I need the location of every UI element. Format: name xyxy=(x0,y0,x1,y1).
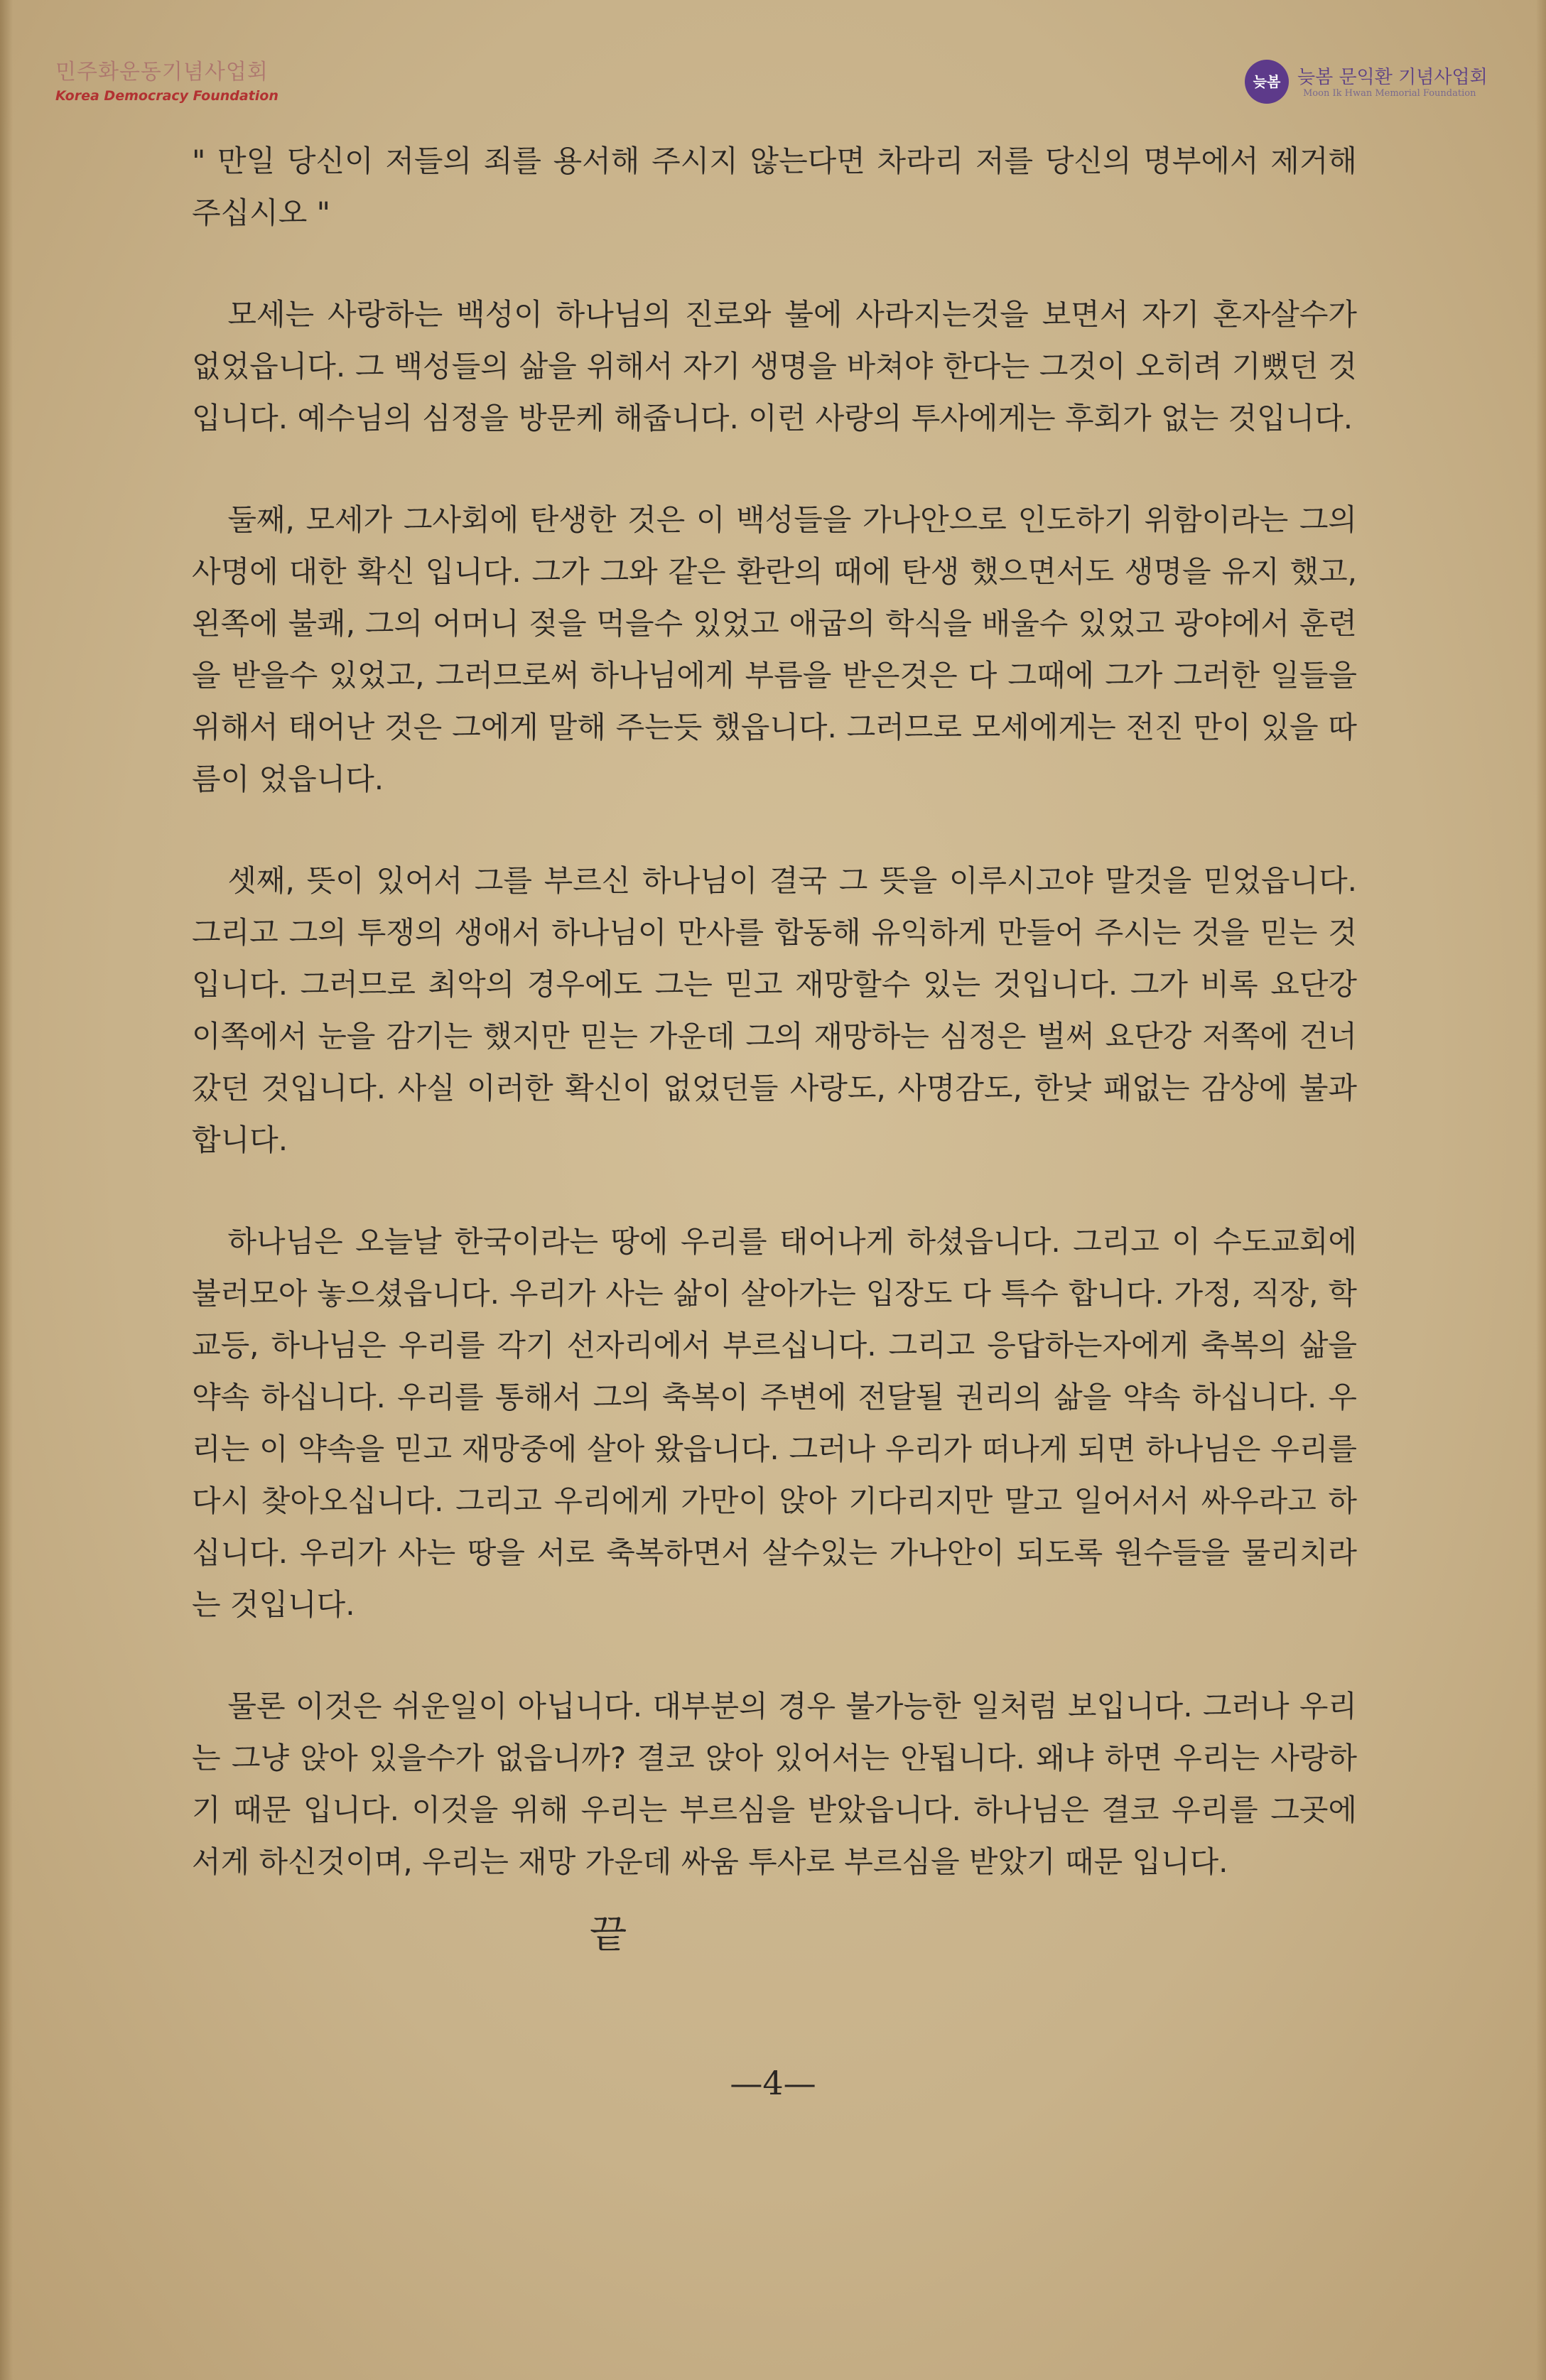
paragraph-moses-love: 모세는 사랑하는 백성이 하나님의 진로와 불에 사라지는것을 보면서 자기 혼자살수가 없었읍니다. 그 백성들의 삶을 위해서 자기 생명을 바쳐야 한다는 그것이 오히려 기뻤던 것입니다. 예수님의 심정을 방문케 해줍니다. 이런 사랑의 투사에게는 후회가 없는 것입니다. xyxy=(192,297,1357,436)
handwritten-body xyxy=(192,135,1357,1937)
page-edge-shadow-right xyxy=(1536,0,1546,2380)
paragraph-conclusion: 물론 이것은 쉬운일이 아닙니다. 대부분의 경우 불가능한 일처럼 보입니다. 그러나 우리는 그냥 앉아 있을수가 없읍니까? 결코 앉아 있어서는 안됩니다. 왜냐 하면 우리는 사랑하기 때문 입니다. 이것을 위해 우리는 부르심을 받았읍니다. 하나님은 결코 우리를 그곳에 서게 하신것이며, 우리는 재망 가운데 싸움 투사로 부르심을 받았기 때문 입니다. xyxy=(192,1689,1357,1879)
closing-mark: 끝 xyxy=(590,1912,627,1957)
paragraph-korea-calling: 하나님은 오늘날 한국이라는 땅에 우리를 태어나게 하셨읍니다. 그리고 이 수도교회에 불러모아 놓으셨읍니다. 우리가 사는 삶이 살아가는 입장도 다 특수 합니다. 가정, 직장, 학교등, 하나님은 우리를 각기 선자리에서 부르십니다. 그리고 응답하는자에게 축복의 삶을 약속 하십니다. 우리를 통해서 그의 축복이 주변에 전달될 권리의 삶을 약속 하십니다. 우리는 이 약속을 믿고 재망중에 살아 왔읍니다. 그러나 우리가 떠나게 되면 하나님은 우리를 다시 찾아오십니다. 그리고 우리에게 가만이 앉아 기다리지만 말고 일어서서 싸우라고 하십니다. 우리가 사는 땅을 서로 축복하면서 살수있는 가나안이 되도록 원수들을 물리치라는 것입니다. xyxy=(192,1224,1357,1622)
paragraph-third-point: 셋째, 뜻이 있어서 그를 부르신 하나님이 결국 그 뜻을 이루시고야 말것을 믿었읍니다. 그리고 그의 투쟁의 생애서 하나님이 만사를 합동해 유익하게 만들어 주시는 것을 믿는 것입니다. 그러므로 최악의 경우에도 그는 믿고 재망할수 있는 것입니다. 그가 비록 요단강 이쪽에서 눈을 감기는 했지만 믿는 가운데 그의 재망하는 심정은 벌써 요단강 저쪽에 건너갔던 것입니다. 사실 이러한 확신이 없었던들 사랑도, 사명감도, 한낮 패없는 감상에 불과합니다. xyxy=(192,863,1357,1157)
kdf-logo-korean: 민주화운동기념사업회 xyxy=(55,60,269,85)
paragraph-second-point: 둘째, 모세가 그사회에 탄생한 것은 이 백성들을 가나안으로 인도하기 위함이라는 그의 사명에 대한 확신 입니다. 그가 그와 같은 환란의 때에 탄생 했으면서도 생명을 유지 했고, 왼쪽에 불쾌, 그의 어머니 젖을 먹을수 있었고 애굽의 학식을 배울수 있었고 광야에서 훈련을 받을수 있었고, 그러므로써 하나님에게 부름을 받은것은 다 그때에 그가 그러한 일들을 위해서 태어난 것은 그에게 말해 주는듯 했읍니다. 그러므로 모세에게는 전진 만이 있을 따름이 었읍니다. xyxy=(192,502,1357,796)
page-number: —4— xyxy=(730,2064,816,2102)
korea-democracy-foundation-logo xyxy=(55,54,283,104)
foundation-seal-icon xyxy=(1245,60,1289,104)
foundation-logo-korean: 늦봄 문익환 기념사업회 xyxy=(1297,67,1488,88)
kdf-logo-english: Korea Democracy Foundation xyxy=(55,88,279,104)
foundation-logo-english: Moon Ik Hwan Memorial Foundation xyxy=(1303,88,1476,99)
paragraph-quote: " 만일 당신이 저들의 죄를 용서해 주시지 않는다면 차라리 저를 당신의 명부에서 제거해 주십시오 " xyxy=(192,144,1357,230)
page-edge-shadow-left xyxy=(0,0,13,2380)
seal-text: 늦봄 xyxy=(1253,73,1281,90)
moon-ik-hwan-foundation-logo xyxy=(1245,57,1501,107)
